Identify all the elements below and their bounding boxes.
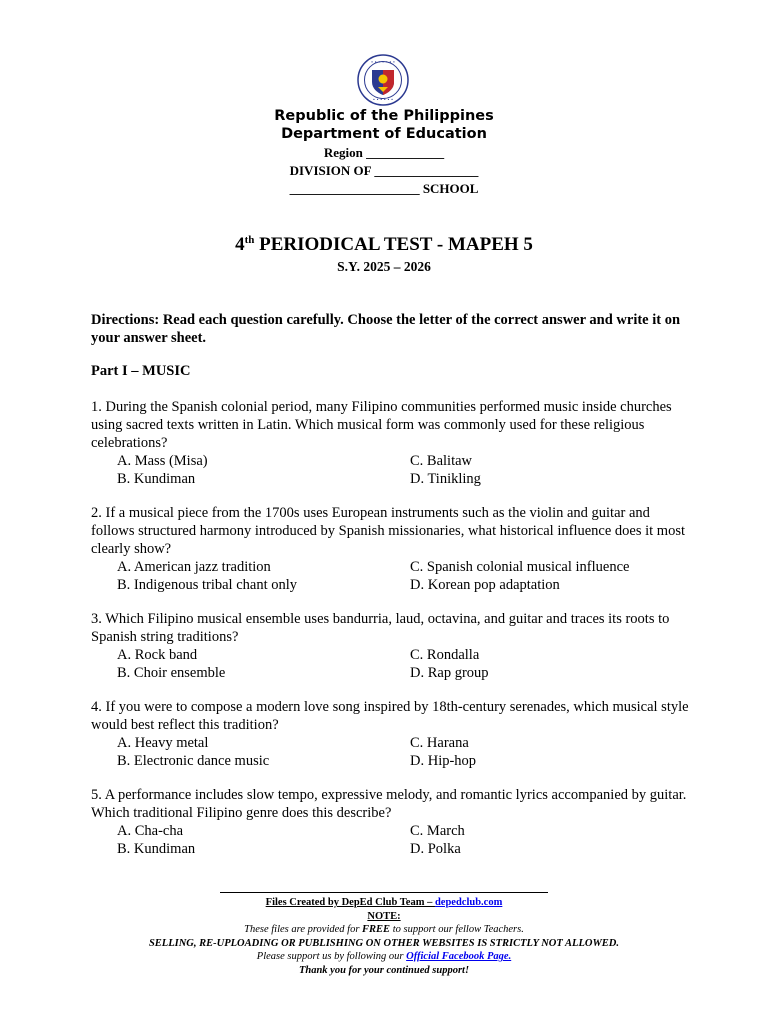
- svg-text:• • • • • •: • • • • • •: [372, 97, 394, 102]
- answer-choices: [91, 822, 691, 858]
- choice-a: A. Cha-cha: [117, 823, 184, 839]
- question-4: [91, 698, 691, 770]
- choice-c: C. March: [410, 823, 465, 839]
- school-line: ____________________ SCHOOL: [289, 181, 479, 196]
- answer-choices: [91, 734, 691, 770]
- choice-b: B. Choir ensemble: [117, 665, 226, 681]
- svg-text:• • • • • • •: • • • • • • •: [370, 59, 396, 65]
- support-prefix: Please support us by following our: [256, 951, 407, 962]
- republic-heading: Republic of the Philippines: [274, 108, 494, 124]
- title-ordinal-suffix: th: [244, 234, 255, 246]
- choice-d: D. Polka: [410, 841, 461, 857]
- choice-c: C. Harana: [410, 735, 469, 751]
- question-3: [91, 610, 691, 682]
- facebook-page-link[interactable]: Official Facebook Page.: [406, 951, 512, 962]
- choice-d: D. Korean pop adaptation: [410, 577, 560, 593]
- question-5: [91, 786, 691, 858]
- choice-c: C. Spanish colonial musical influence: [410, 559, 630, 575]
- test-title: [0, 234, 768, 256]
- question-stem: 4. If you were to compose a modern love song inspired by 18th-century serenades, which musical style would best reflect this tradition?: [91, 699, 689, 733]
- choice-b: B. Kundiman: [117, 841, 196, 857]
- footer-credit: [0, 896, 768, 909]
- free-word: FREE: [362, 924, 391, 935]
- credit-text: Files Created by DepEd Club Team –: [265, 897, 435, 908]
- free-notice-prefix: These files are provided for: [244, 924, 363, 935]
- question-1: [91, 398, 691, 488]
- department-heading: Department of Education: [281, 126, 487, 142]
- directions-text: Directions: Read each question carefully. Choose the letter of the correct answer and write it on your answer sheet.: [91, 312, 681, 346]
- choice-d: D. Rap group: [410, 665, 489, 681]
- choice-d: D. Hip-hop: [410, 753, 477, 769]
- answer-choices: [91, 646, 691, 682]
- title-text: PERIODICAL TEST - MAPEH 5: [254, 234, 533, 255]
- footer-support: [0, 950, 768, 963]
- part-heading: Part I – MUSIC: [91, 363, 191, 379]
- choice-a: A. American jazz tradition: [117, 559, 271, 575]
- answer-choices: [91, 452, 691, 488]
- depedclub-link[interactable]: depedclub.com: [434, 897, 503, 908]
- choice-a: A. Mass (Misa): [117, 453, 208, 469]
- footer-divider: [220, 892, 548, 893]
- choice-c: C. Balitaw: [410, 453, 473, 469]
- title-ordinal-number: 4: [235, 234, 245, 255]
- choice-b: B. Kundiman: [117, 471, 196, 487]
- school-year: S.Y. 2025 – 2026: [337, 259, 431, 274]
- question-stem: 2. If a musical piece from the 1700s uses European instruments such as the violin and guitar and follows structured harmony introduced by Spanish missionaries, what historical influence does it most clearly show?: [91, 505, 685, 557]
- choice-a: A. Rock band: [117, 647, 198, 663]
- choice-a: A. Heavy metal: [117, 735, 209, 751]
- choice-b: B. Indigenous tribal chant only: [117, 577, 298, 593]
- question-stem: 1. During the Spanish colonial period, many Filipino communities performed music inside churches using sacred texts written in Latin. Which musical form was commonly used for these religious celebrations?: [91, 399, 672, 451]
- footer-warning: SELLING, RE-UPLOADING OR PUBLISHING ON OTHER WEBSITES IS STRICTLY NOT ALLOWED.: [148, 938, 620, 949]
- question-2: [91, 504, 691, 594]
- question-stem: 5. A performance includes slow tempo, expressive melody, and romantic lyrics accompanied by guitar. Which traditional Filipino genre does this describe?: [91, 787, 687, 821]
- footer-thanks: Thank you for your continued support!: [298, 965, 470, 976]
- footer-note-label: NOTE:: [367, 911, 401, 922]
- choice-d: D. Tinikling: [410, 471, 481, 487]
- answer-choices: [91, 558, 691, 594]
- division-line: DIVISION OF ________________: [289, 163, 479, 178]
- free-notice-suffix: to support our fellow Teachers.: [390, 924, 524, 935]
- footer-free-notice: [0, 923, 768, 936]
- question-stem: 3. Which Filipino musical ensemble uses bandurria, laud, octavina, and guitar and traces its roots to Spanish string traditions?: [91, 611, 670, 645]
- deped-seal-logo: [357, 54, 409, 106]
- region-line: Region ____________: [323, 145, 445, 160]
- choice-b: B. Electronic dance music: [117, 753, 270, 769]
- choice-c: C. Rondalla: [410, 647, 480, 663]
